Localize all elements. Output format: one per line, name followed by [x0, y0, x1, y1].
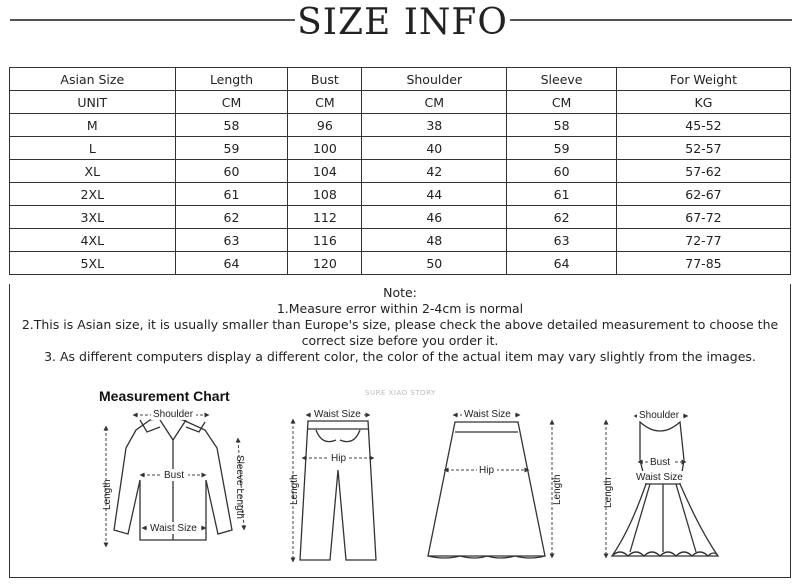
table-cell: 67-72 — [616, 206, 790, 229]
table-cell: 46 — [362, 206, 507, 229]
table-cell: 120 — [288, 252, 362, 275]
dress-diagram — [612, 422, 718, 556]
shirt-length-label: Length — [102, 479, 113, 510]
table-cell: 64 — [507, 252, 617, 275]
table-cell: Asian Size — [10, 68, 176, 91]
dress-shoulder-label: Shoulder — [639, 410, 680, 421]
table-cell: 52-57 — [616, 137, 790, 160]
table-cell: 3XL — [10, 206, 176, 229]
table-cell: UNIT — [10, 91, 176, 114]
table-cell: 38 — [362, 114, 507, 137]
note-line-2: 2.This is Asian size, it is usually smaller than Europe's size, please check the above detailed measurement to choose the correct size before you order it. — [21, 317, 779, 348]
pants-waist-label: Waist Size — [314, 409, 361, 420]
note-heading: Note: — [383, 285, 417, 300]
table-cell: 61 — [507, 183, 617, 206]
table-cell: 63 — [507, 229, 617, 252]
table-cell: 57-62 — [616, 160, 790, 183]
pants-diagram — [300, 421, 376, 560]
table-cell: 61 — [175, 183, 288, 206]
pants-length-label: Length — [289, 474, 300, 505]
table-cell: 100 — [288, 137, 362, 160]
note-line-3: 3. As different computers display a different color, the color of the actual item may vary slightly from the images. — [44, 349, 756, 364]
table-cell: KG — [616, 91, 790, 114]
table-cell: 104 — [288, 160, 362, 183]
table-cell: M — [10, 114, 176, 137]
table-cell: 2XL — [10, 183, 176, 206]
table-cell: 59 — [507, 137, 617, 160]
dress-bust-label: Bust — [650, 457, 671, 468]
watermark: SURE XIAO STORY — [365, 389, 436, 397]
table-cell: 62 — [507, 206, 617, 229]
table-cell: CM — [507, 91, 617, 114]
skirt-waist-label: Waist Size — [464, 409, 511, 420]
table-cell: Length — [175, 68, 288, 91]
table-cell: 44 — [362, 183, 507, 206]
table-cell: XL — [10, 160, 176, 183]
measurement-chart-title: Measurement Chart — [99, 388, 230, 404]
table-cell: 58 — [175, 114, 288, 137]
table-cell: 62 — [175, 206, 288, 229]
table-cell: CM — [175, 91, 288, 114]
pants-hip-label: Hip — [331, 453, 347, 464]
table-cell: 5XL — [10, 252, 176, 275]
table-cell: 42 — [362, 160, 507, 183]
table-cell: 112 — [288, 206, 362, 229]
skirt-diagram — [428, 422, 545, 558]
page-title: SIZE INFO — [297, 2, 508, 43]
table-cell: 40 — [362, 137, 507, 160]
table-cell: 45-52 — [616, 114, 790, 137]
table-cell: 62-67 — [616, 183, 790, 206]
table-cell: For Weight — [616, 68, 790, 91]
table-cell: 58 — [507, 114, 617, 137]
table-cell: 50 — [362, 252, 507, 275]
table-cell: Bust — [288, 68, 362, 91]
note-line-1: 1.Measure error within 2-4cm is normal — [276, 301, 524, 316]
shirt-waist-label: Waist Size — [150, 523, 197, 534]
table-cell: 77-85 — [616, 252, 790, 275]
table-cell: 72-77 — [616, 229, 790, 252]
table-cell: 108 — [288, 183, 362, 206]
table-cell: 60 — [507, 160, 617, 183]
table-cell: CM — [288, 91, 362, 114]
table-cell: 96 — [288, 114, 362, 137]
table-cell: L — [10, 137, 176, 160]
skirt-length-label: Length — [552, 474, 563, 505]
table-cell: 48 — [362, 229, 507, 252]
shirt-sleeve-label: Sleeve Length — [234, 455, 245, 519]
shirt-bust-label: Bust — [164, 470, 185, 481]
table-cell: 64 — [175, 252, 288, 275]
table-cell: 116 — [288, 229, 362, 252]
dress-waist-label: Waist Size — [636, 472, 683, 483]
skirt-hip-label: Hip — [479, 465, 495, 476]
table-cell: Sleeve — [507, 68, 617, 91]
table-cell: 63 — [175, 229, 288, 252]
shirt-shoulder-label: Shoulder — [153, 409, 194, 420]
table-cell: 60 — [175, 160, 288, 183]
table-cell: 4XL — [10, 229, 176, 252]
table-cell: 59 — [175, 137, 288, 160]
table-cell: Shoulder — [362, 68, 507, 91]
dress-length-label: Length — [603, 477, 614, 508]
table-cell: CM — [362, 91, 507, 114]
